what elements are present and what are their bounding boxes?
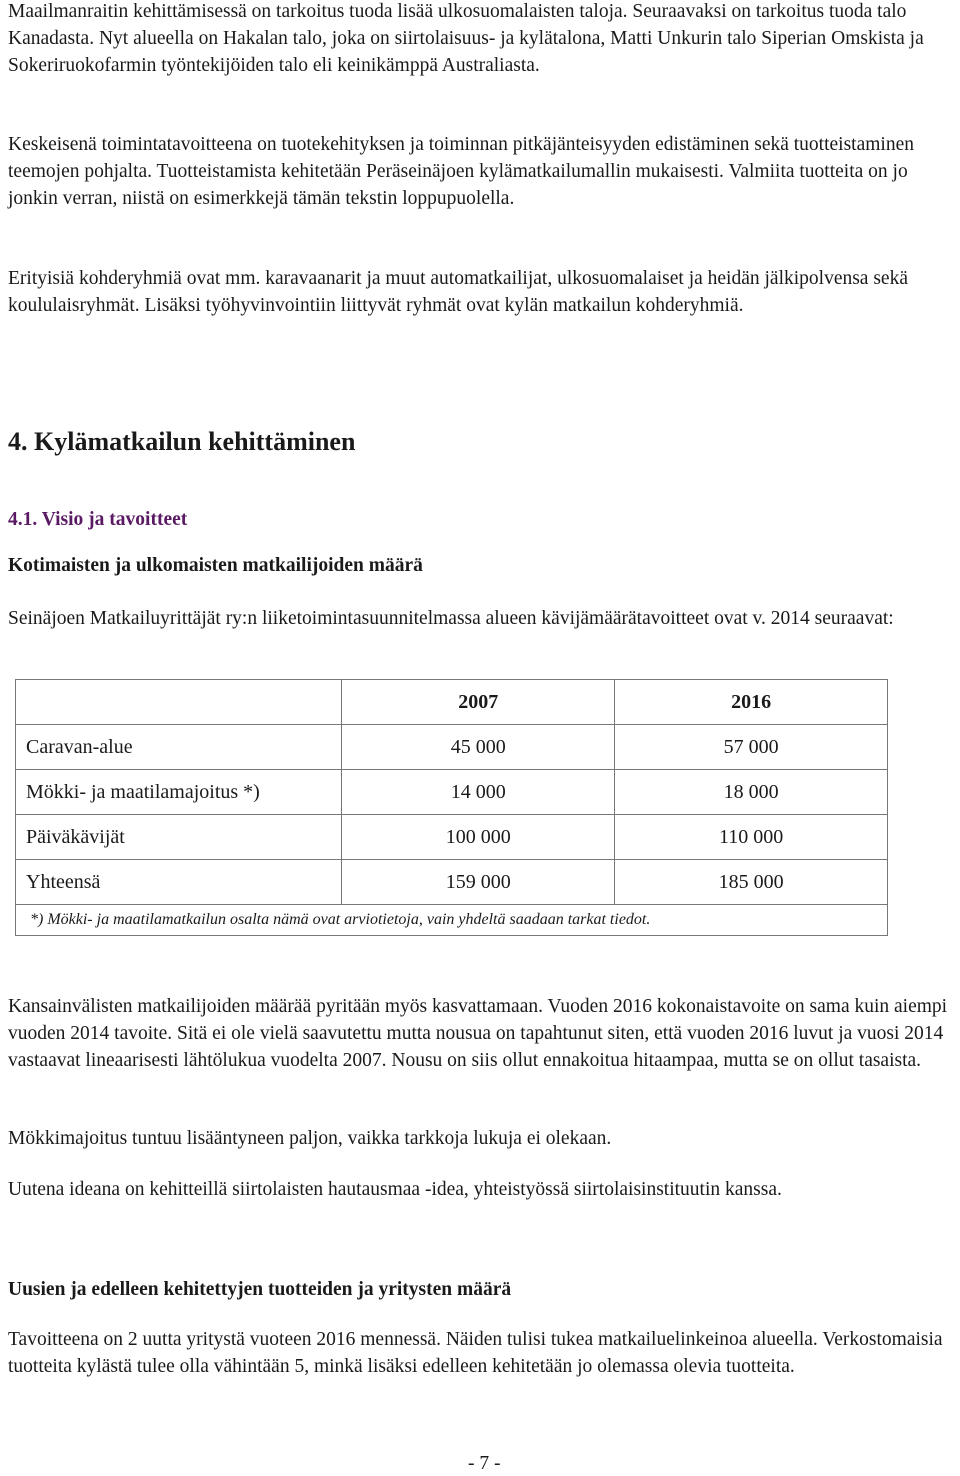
table-cell-2007: 159 000 — [342, 860, 615, 905]
table-cell-2007: 14 000 — [342, 770, 615, 815]
table-row — [16, 725, 888, 770]
table-cell-2016: 57 000 — [615, 725, 888, 770]
section-heading: 4. Kylämatkailun kehittäminen — [8, 427, 356, 456]
paragraph-uutena: Uutena ideana on kehitteillä siirtolaisten hautausmaa -idea, yhteistyössä siirtolaisinstituutin kanssa. — [8, 1179, 782, 1200]
table-cell-2016: 110 000 — [615, 815, 888, 860]
table-row — [16, 815, 888, 860]
table-footnote: *) Mökki- ja maatilamatkailun osalta nämä ovat arviotietoja, vain yhdeltä saadaan tarkat tiedot. — [16, 905, 888, 936]
paragraph-kohderyhmat: Erityisiä kohderyhmiä ovat mm. karavaanarit ja muut automatkailijat, ulkosuomalaiset ja heidän jälkipolvensa sekä koululaisryhmät. Lisäksi työhyvinvointiin liittyvät ryhmät ovat kylän matkailun kohderyhmiä. — [8, 268, 908, 316]
table-cell-label: Yhteensä — [16, 860, 342, 905]
paragraph-seinajoen: Seinäjoen Matkailuyrittäjät ry:n liiketoimintasuunnitelmassa alueen kävijämäärätavoitteet ovat v. 2014 seuraavat: — [8, 608, 894, 629]
paragraph-mokkimajoitus: Mökkimajoitus tuntuu lisääntyneen paljon, vaikka tarkkoja lukuja ei olekaan. — [8, 1128, 612, 1149]
paragraph-tavoitteena: Tavoitteena on 2 uutta yritystä vuoteen 2016 mennessä. Näiden tulisi tukea matkailuelinkeinoa alueella. Verkostomaisia tuotteita kylästä tulee olla vähintään 5, minkä lisäksi edelleen kehitetään jo olemassa olevia tuotteita. — [8, 1329, 943, 1377]
paragraph-keskeisena: Keskeisenä toimintatavoitteena on tuotekehityksen ja toiminnan pitkäjänteisyyden edistäminen sekä tuotteistaminen teemojen pohjalta. Tuotteistamista kehitetään Peräseinäjoen kylämatkailumallin mukaisesti. Valmiita tuotteita on jo jonkin verran, niistä on esimerkkejä tämän tekstin loppupuolella. — [8, 134, 914, 209]
table-header-row — [16, 680, 888, 725]
heading-kotimaisten: Kotimaisten ja ulkomaisten matkailijoiden määrä — [8, 555, 423, 576]
table-header-empty — [16, 680, 342, 725]
table-header-2007: 2007 — [342, 680, 615, 725]
table-row — [16, 860, 888, 905]
heading-uusien: Uusien ja edelleen kehitettyjen tuotteiden ja yritysten määrä — [8, 1279, 512, 1300]
table-header-2016: 2016 — [615, 680, 888, 725]
table-cell-2007: 45 000 — [342, 725, 615, 770]
table-footnote-row — [16, 905, 888, 936]
table-cell-label: Caravan-alue — [16, 725, 342, 770]
visitor-target-table — [15, 679, 888, 936]
table-cell-2016: 18 000 — [615, 770, 888, 815]
page-number: - 7 - — [468, 1453, 501, 1474]
table-row — [16, 770, 888, 815]
paragraph-intro: Maailmanraitin kehittämisessä on tarkoitus tuoda lisää ulkosuomalaisten taloja. Seuraavaksi on tarkoitus tuoda talo Kanadasta. Nyt alueella on Hakalan talo, joka on siirtolaisuus- ja kylätalona, Matti Unkurin talo Siperian Omskista ja Sokeriruokofarmin työntekijöiden talo eli keinikämppä Australiasta. — [8, 1, 924, 76]
paragraph-kansainvalisten: Kansainvälisten matkailijoiden määrää pyritään myös kasvattamaan. Vuoden 2016 kokonaistavoite on sama kuin aiempi vuoden 2014 tavoite. Sitä ei ole vielä saavutettu mutta nousua on tapahtunut siten, että vuoden 2016 luvut ja vuosi 2014 vastaavat lineaarisesti lähtölukua vuodelta 2007. Nousu on siis ollut ennakoitua hitaampaa, mutta se on ollut tasaista. — [8, 996, 948, 1071]
subsection-heading: 4.1. Visio ja tavoitteet — [8, 509, 188, 530]
table-cell-label: Mökki- ja maatilamajoitus *) — [16, 770, 342, 815]
table-cell-label: Päiväkävijät — [16, 815, 342, 860]
table-cell-2007: 100 000 — [342, 815, 615, 860]
table-cell-2016: 185 000 — [615, 860, 888, 905]
